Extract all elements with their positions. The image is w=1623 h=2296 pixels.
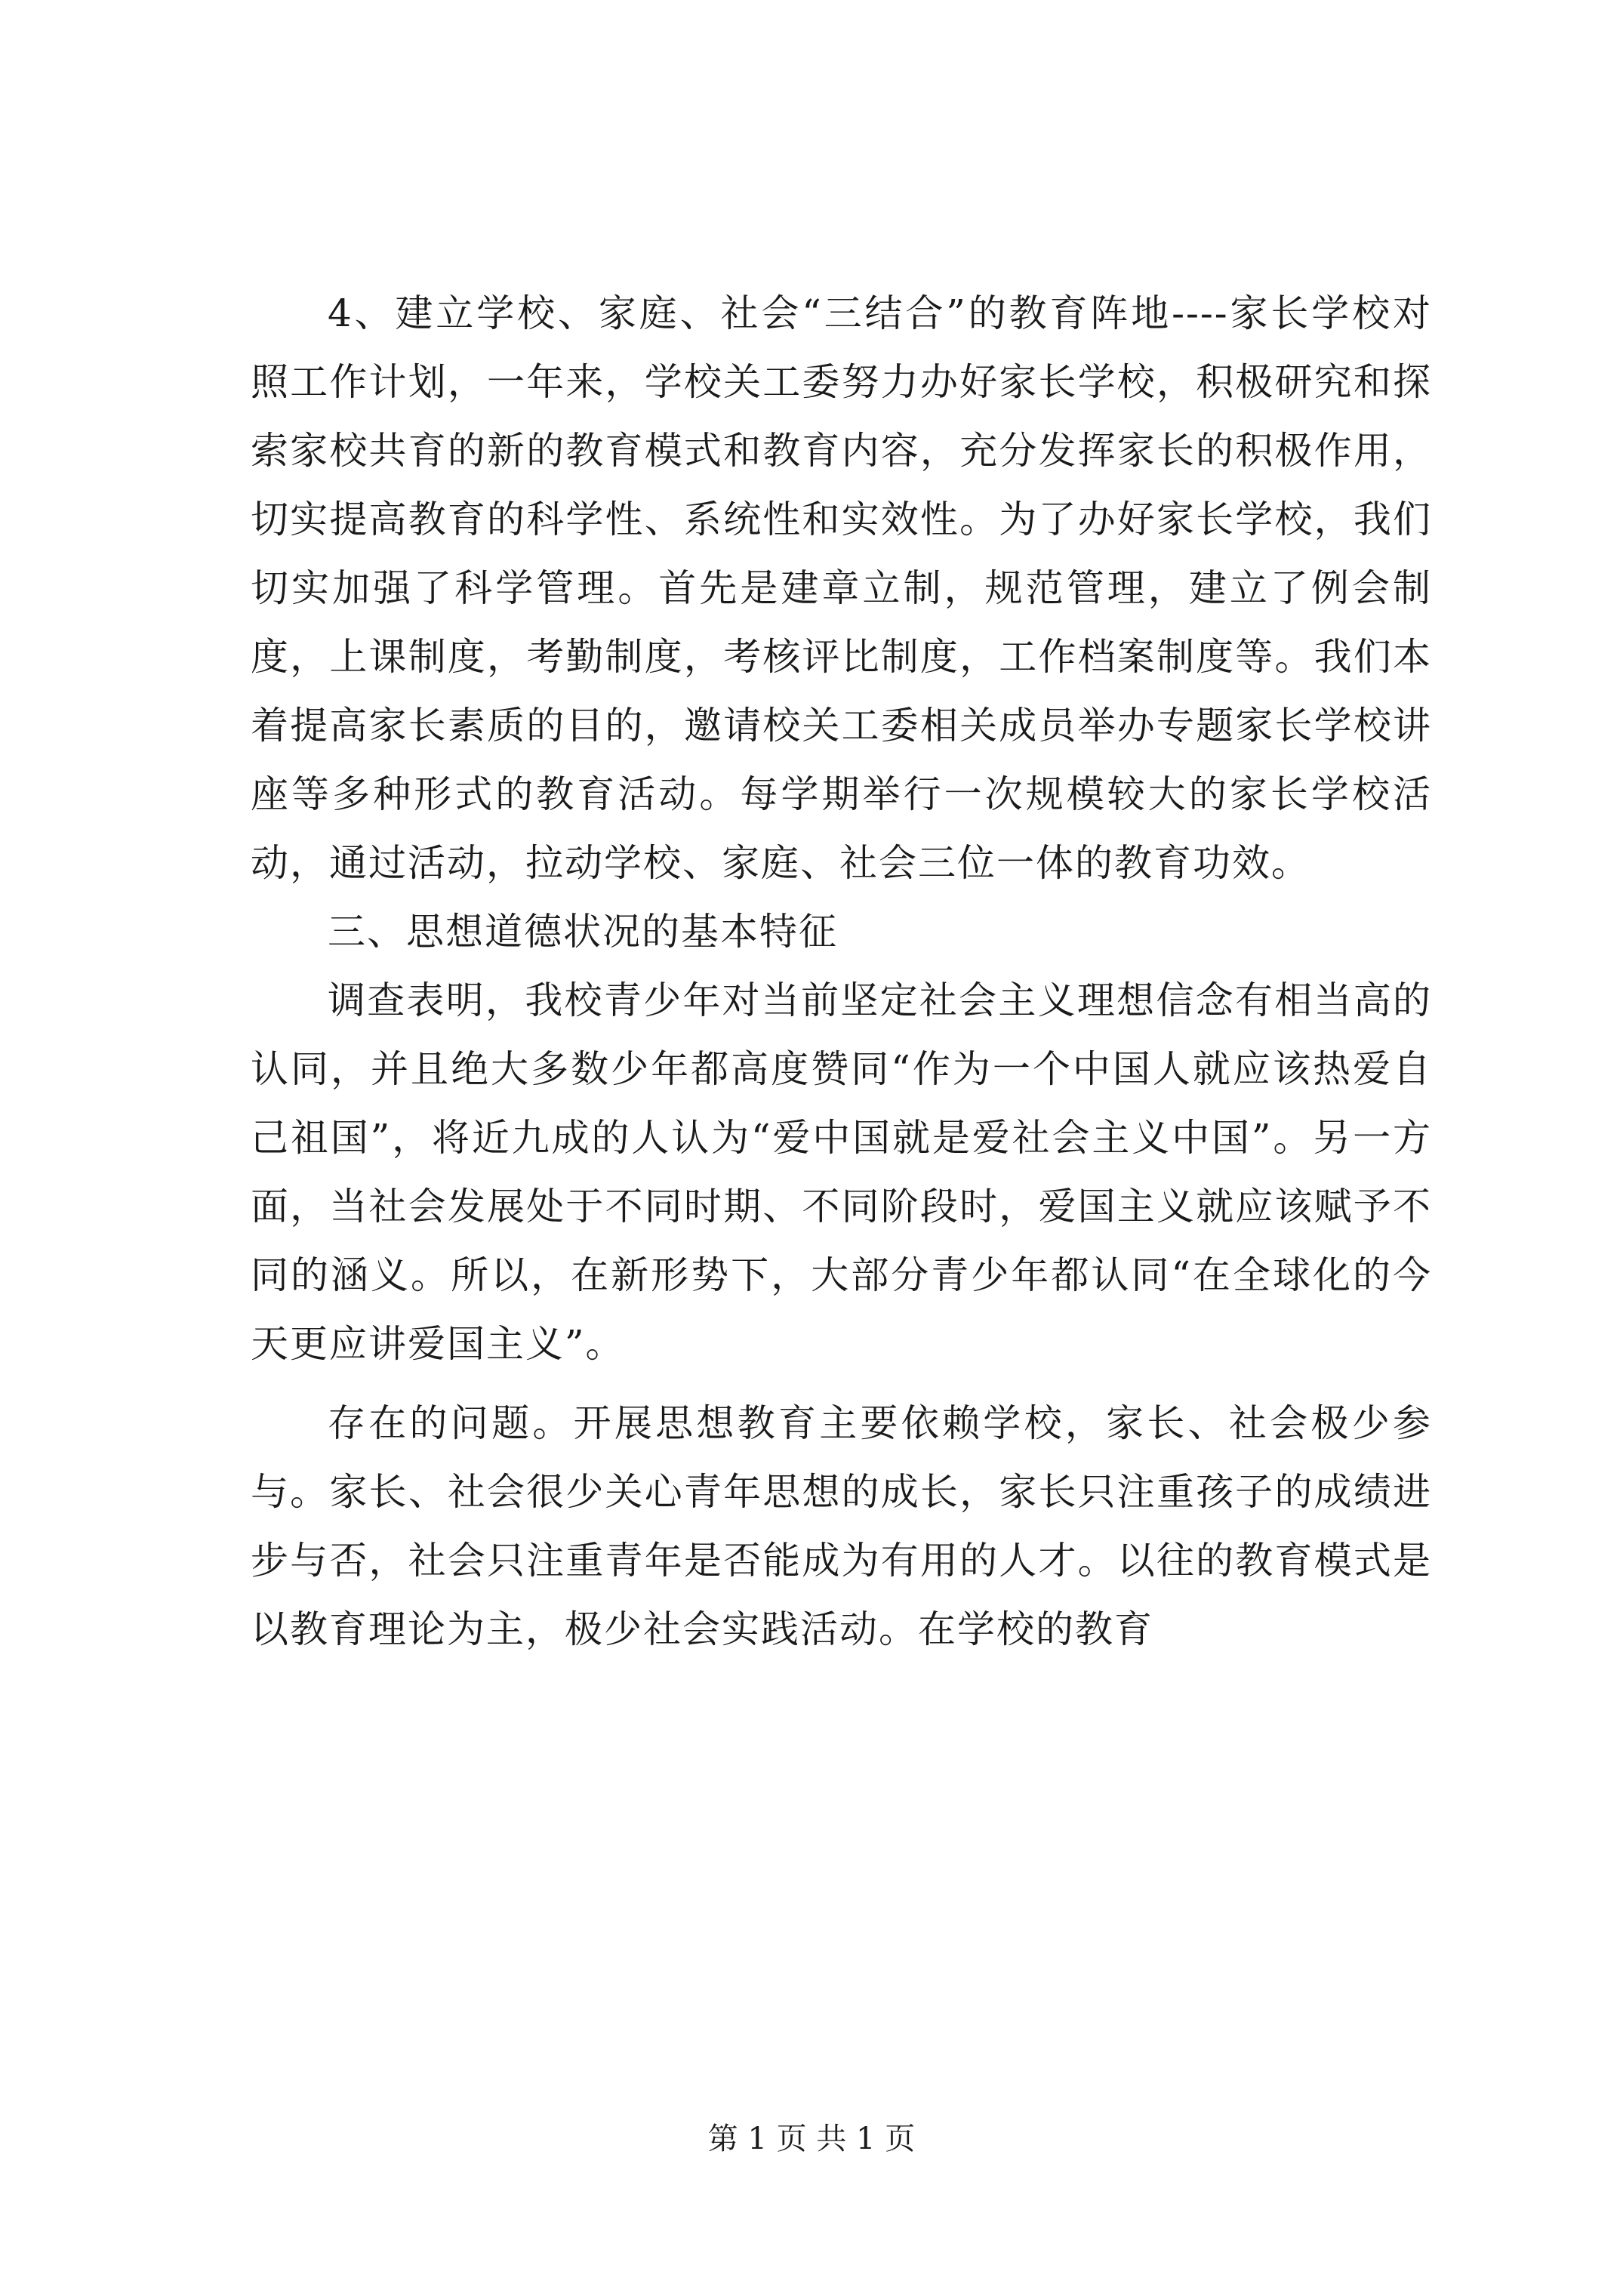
paragraph-home-school: 4、建立学校、家庭、社会“三结合”的教育阵地----家长学校对照工作计划，一年来，学校关工委努力办好家长学校，积极研究和探索家校共育的新的教育模式和教育内容，充分发挥家长的积极作用，切实提高教育的科学性、系统性和实效性。为了办好家长学校，我们切实加强了科学管理。首先是建章立制，规范管理，建立了例会制度，上课制度，考勤制度，考核评比制度，工作档案制度等。我们本着提高家长素质的目的，邀请校关工委相关成员举办专题家长学校讲座等多种形式的教育活动。每学期举行一次规模较大的家长学校活动，通过活动，拉动学校、家庭、社会三位一体的教育功效。 (251, 291, 1432, 885)
body-text (251, 279, 1432, 1664)
section-heading: 三、思想道德状况的基本特征 (328, 910, 838, 954)
paragraph-problems: 存在的问题。开展思想教育主要依赖学校，家长、社会极少参与。家长、社会很少关心青年思想的成长，家长只注重孩子的成绩进步与否，社会只注重青年是否能成为有用的人才。以往的教育模式是以教育理论为主，极少社会实践活动。在学校的教育 (251, 1401, 1432, 1651)
page-number-footer: 第 1 页 共 1 页 (707, 2122, 916, 2156)
paragraph-survey: 调查表明，我校青少年对当前坚定社会主义理想信念有相当高的认同，并且绝大多数少年都高度赞同“作为一个中国人就应该热爱自己祖国”，将近九成的人认为“爱中国就是爱社会主义中国”。另一方面，当社会发展处于不同时期、不同阶段时，爱国主义就应该赋予不同的涵义。所以，在新形势下，大部分青少年都认同“在全球化的今天更应讲爱国主义”。 (251, 978, 1432, 1366)
